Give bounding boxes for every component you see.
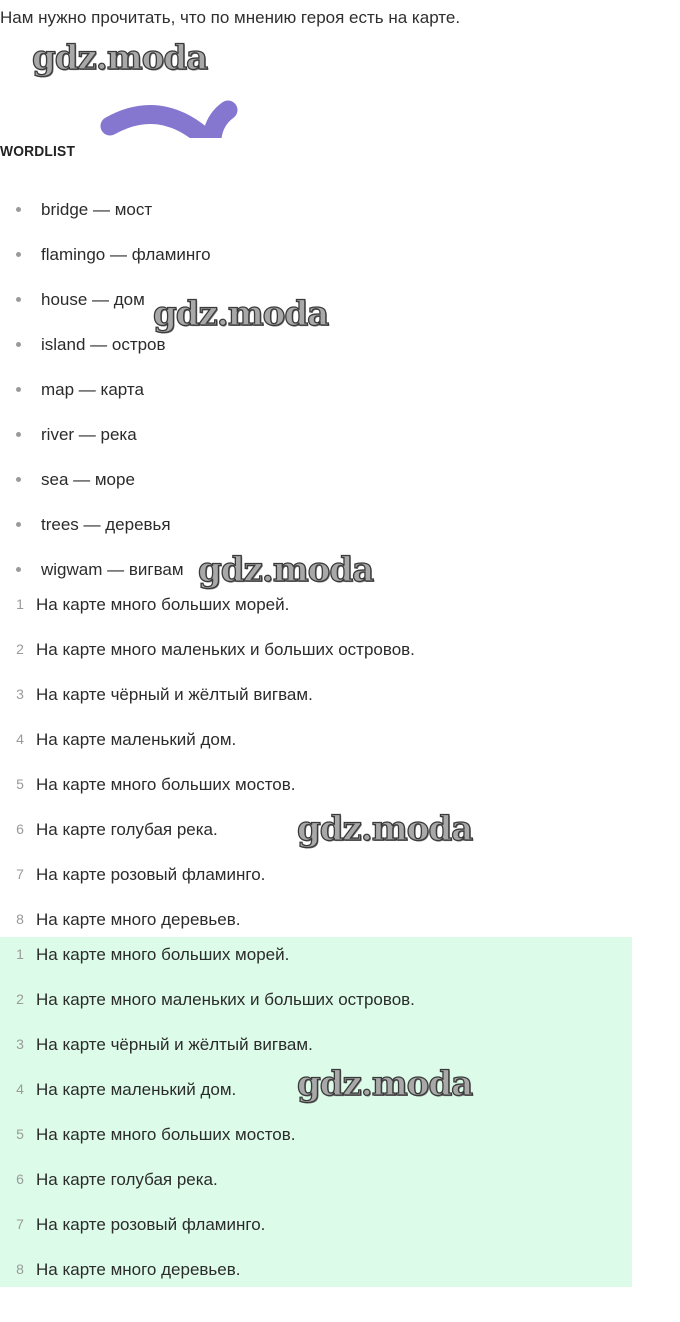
sentence-text: На карте много больших морей. (36, 595, 290, 614)
wordlist-item (0, 502, 640, 547)
wordlist-heading: WORDLIST (0, 143, 76, 160)
intro-text: Нам нужно прочитать, что по мнению героя есть на карте. (0, 8, 461, 27)
bullet-icon (16, 432, 21, 437)
wordlist-item-text: map — карта (41, 380, 144, 399)
sentence-item (0, 717, 632, 762)
sentence-text: На карте чёрный и жёлтый вигвам. (36, 685, 313, 704)
answer-item (0, 1157, 632, 1202)
answer-number: 7 (16, 1216, 24, 1232)
wordlist-item-text: sea — море (41, 470, 135, 489)
answer-text: На карте много деревьев. (36, 1260, 241, 1279)
answer-number: 1 (16, 946, 24, 962)
sentence-number: 3 (16, 686, 24, 702)
answer-number: 3 (16, 1036, 24, 1052)
answer-number: 4 (16, 1081, 24, 1097)
answer-item (0, 1022, 632, 1067)
sentence-number: 7 (16, 866, 24, 882)
wordlist-item-text: flamingo — фламинго (41, 245, 211, 264)
illustration-image (0, 34, 300, 138)
answer-number: 8 (16, 1261, 24, 1277)
answer-text: На карте много больших морей. (36, 945, 290, 964)
sentence-number: 1 (16, 596, 24, 612)
answer-list (0, 932, 632, 1292)
wordlist (0, 187, 640, 592)
answer-text: На карте чёрный и жёлтый вигвам. (36, 1035, 313, 1054)
answer-text: На карте маленький дом. (36, 1080, 237, 1099)
answer-item (0, 1112, 632, 1157)
answer-text: На карте много больших мостов. (36, 1125, 296, 1144)
answer-item (0, 1247, 632, 1292)
watermark-logo: gdz.moda (198, 550, 374, 590)
sentence-item (0, 627, 632, 672)
watermark-logo: gdz.moda (32, 38, 208, 78)
sentence-number: 8 (16, 911, 24, 927)
wordlist-item-text: wigwam — вигвам (41, 560, 184, 579)
bullet-icon (16, 342, 21, 347)
wordlist-item-text: bridge — мост (41, 200, 153, 219)
sentence-number: 5 (16, 776, 24, 792)
bullet-icon (16, 297, 21, 302)
wordlist-item-text: river — река (41, 425, 137, 444)
answer-text: На карте розовый фламинго. (36, 1215, 266, 1234)
wordlist-item (0, 187, 640, 232)
sentence-item (0, 582, 632, 627)
sentence-number: 6 (16, 821, 24, 837)
answer-item (0, 977, 632, 1022)
sentence-text: На карте маленький дом. (36, 730, 237, 749)
wordlist-item (0, 322, 640, 367)
sentence-text: На карте много больших мостов. (36, 775, 296, 794)
wordlist-item (0, 412, 640, 457)
wordlist-item-text: house — дом (41, 290, 145, 309)
answer-text: На карте много маленьких и больших островов. (36, 990, 415, 1009)
answer-item (0, 1202, 632, 1247)
sentence-item (0, 807, 632, 852)
wordlist-item-text: trees — деревья (41, 515, 171, 534)
wordlist-item (0, 277, 640, 322)
sentence-text: На карте голубая река. (36, 820, 218, 839)
wordlist-item-text: island — остров (41, 335, 166, 354)
bullet-icon (16, 252, 21, 257)
bullet-icon (16, 522, 21, 527)
bullet-icon (16, 567, 21, 572)
sentence-text: На карте розовый фламинго. (36, 865, 266, 884)
watermark-logo: gdz.moda (297, 1064, 473, 1104)
sentence-item (0, 672, 632, 717)
watermark-logo: gdz.moda (153, 294, 329, 334)
bullet-icon (16, 387, 21, 392)
answer-text: На карте голубая река. (36, 1170, 218, 1189)
answer-item (0, 932, 632, 977)
answer-number: 6 (16, 1171, 24, 1187)
illustration-fragment (0, 34, 300, 138)
sentence-item (0, 852, 632, 897)
sentence-text: На карте много деревьев. (36, 910, 241, 929)
wordlist-item (0, 367, 640, 412)
answer-number: 2 (16, 991, 24, 1007)
answer-number: 5 (16, 1126, 24, 1142)
answer-item (0, 1067, 632, 1112)
bullet-icon (16, 207, 21, 212)
sentence-text: На карте много маленьких и больших островов. (36, 640, 415, 659)
watermark-logo: gdz.moda (297, 809, 473, 849)
sentence-number: 4 (16, 731, 24, 747)
sentence-list (0, 582, 632, 942)
sentence-item (0, 762, 632, 807)
wordlist-item (0, 232, 640, 277)
sentence-number: 2 (16, 641, 24, 657)
bullet-icon (16, 477, 21, 482)
wordlist-item (0, 457, 640, 502)
